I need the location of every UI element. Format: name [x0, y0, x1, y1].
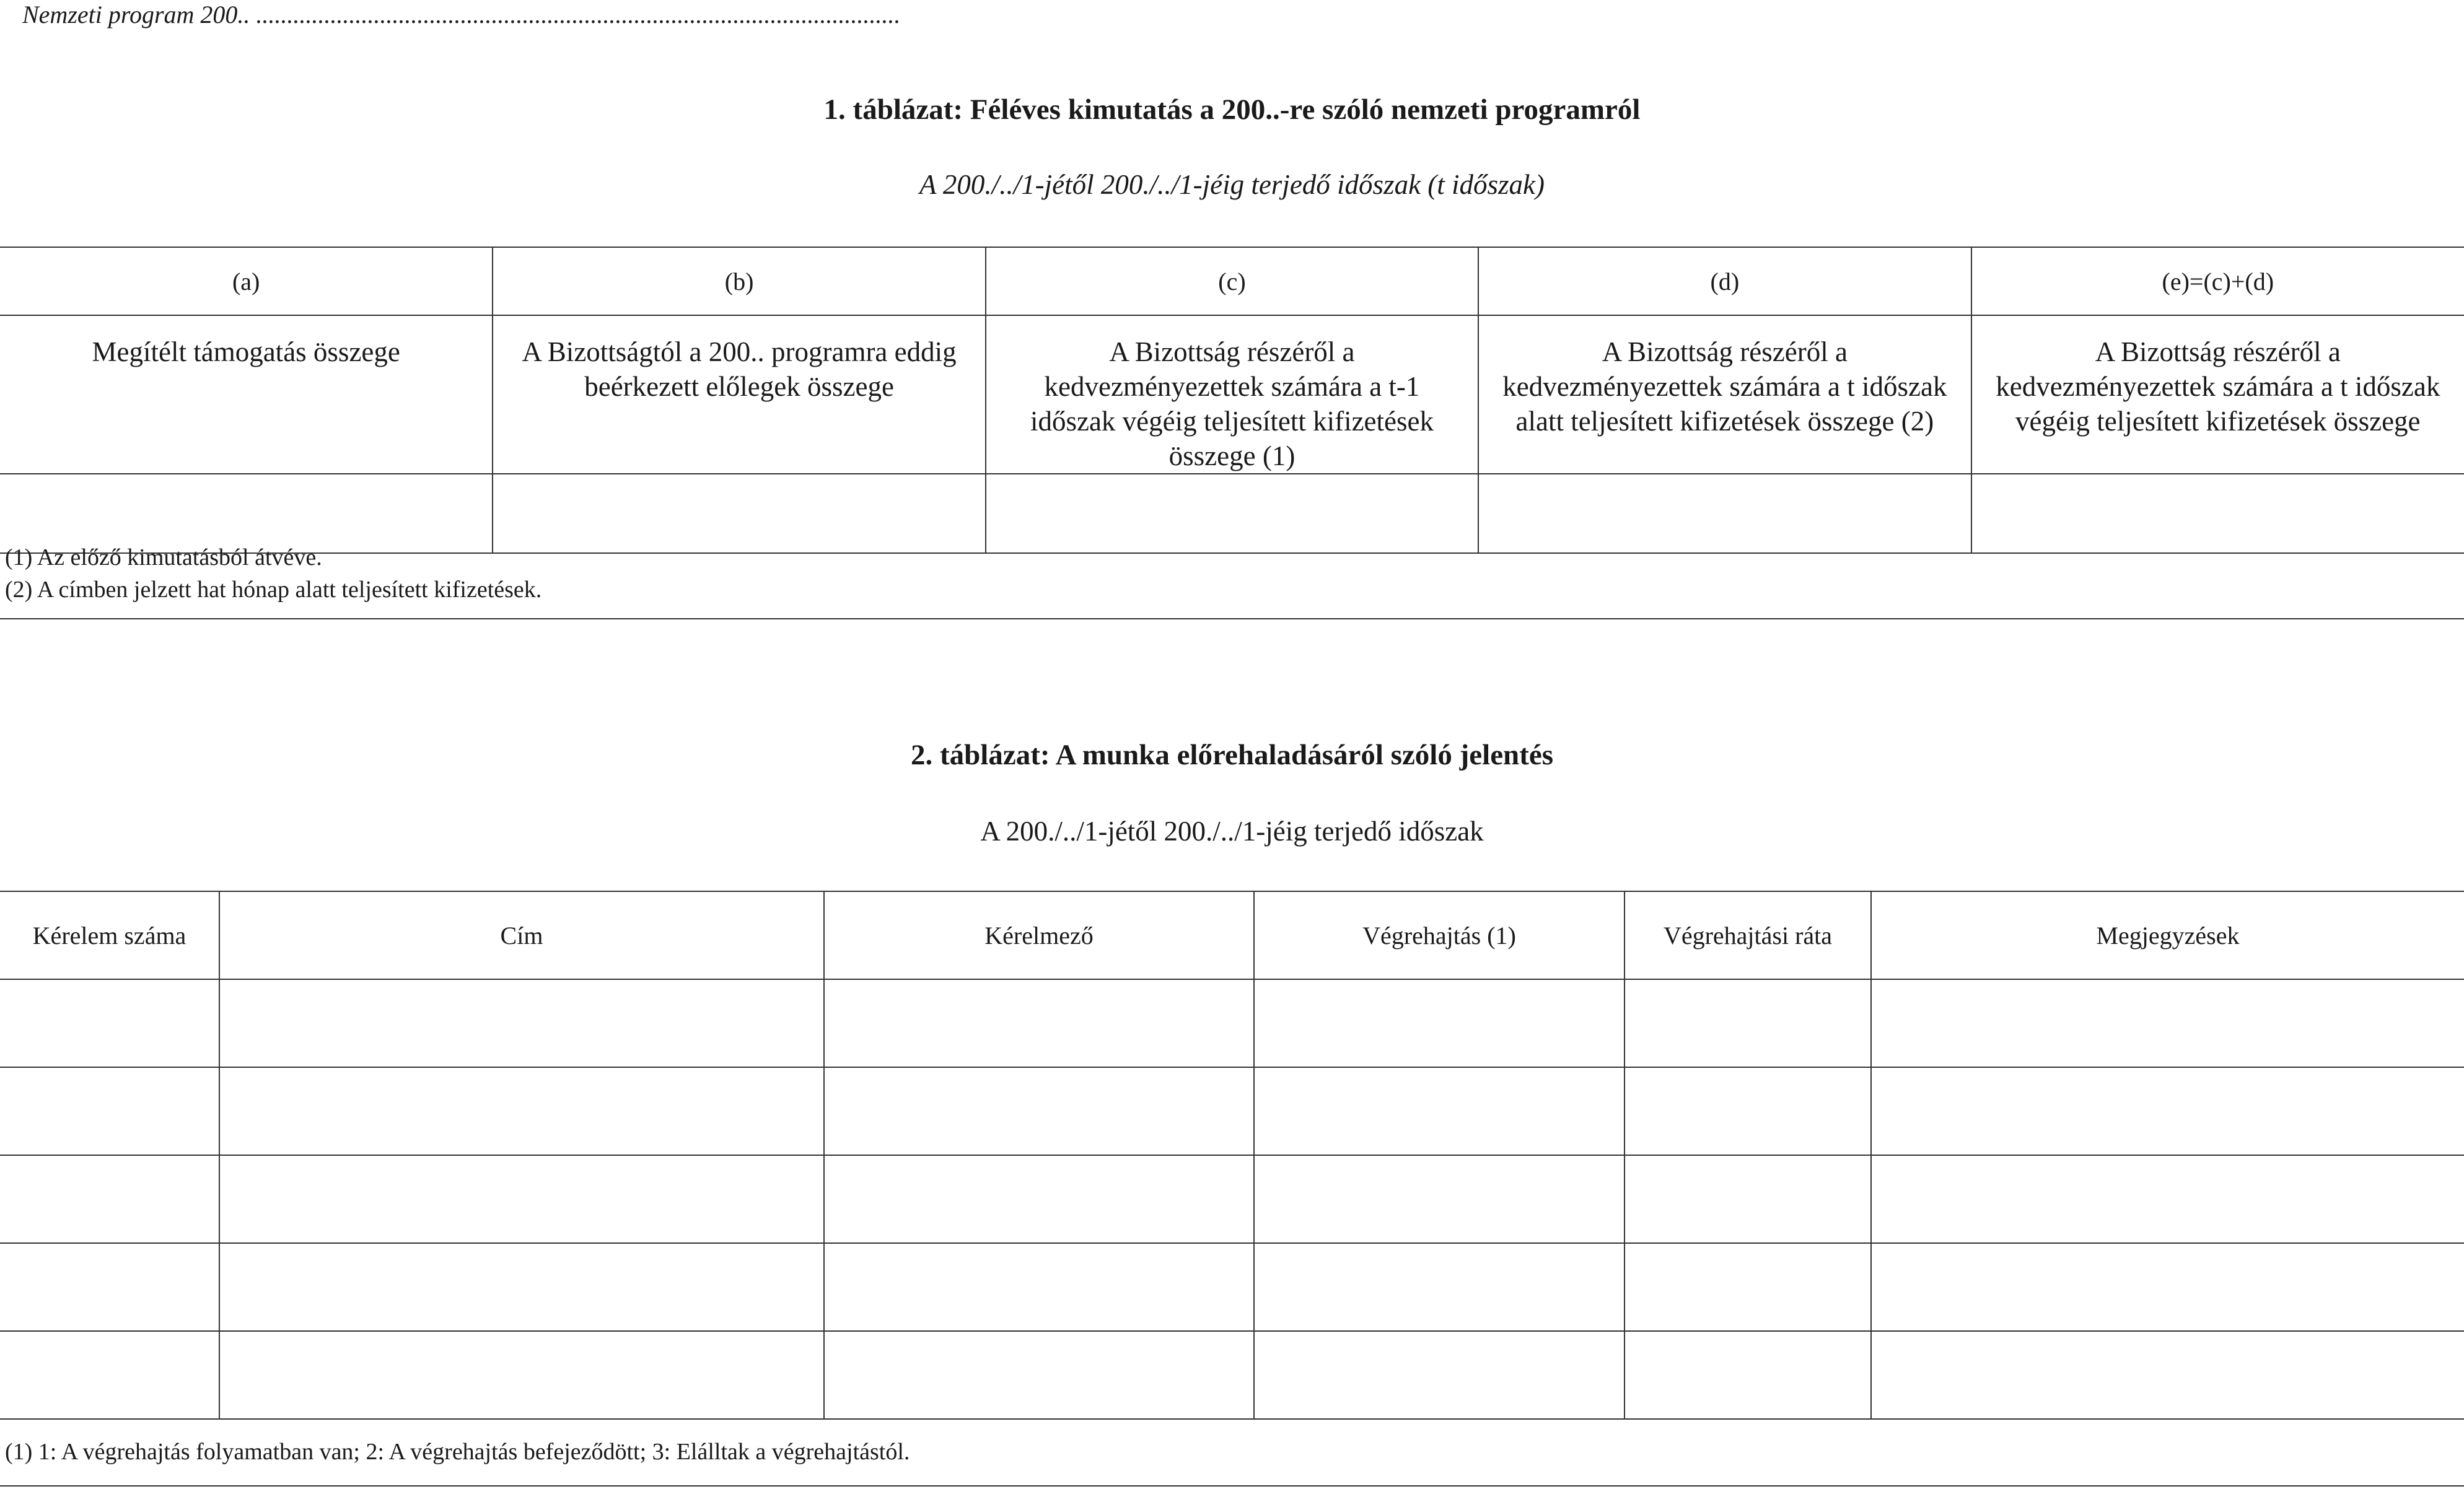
table1-description-cell: A Bizottságtól a 200.. programra eddig beérkezett előlegek összege [493, 315, 985, 474]
table2-row [0, 1243, 2464, 1331]
table1-empty-row [0, 474, 2464, 553]
table1-code-cell: (e)=(c)+(d) [1971, 247, 2464, 315]
table1-description-cell: Megítélt támogatás összege [0, 315, 493, 474]
table1-description-row [0, 315, 2464, 474]
table2-cell [0, 1243, 219, 1331]
table2-cell [824, 1331, 1254, 1419]
table2-cell [824, 1067, 1254, 1155]
table2-cell [0, 1331, 219, 1419]
table1-subtitle: A 200./../1-jétől 200./../1-jéig terjedő időszak (t időszak) [919, 169, 1545, 200]
table2-cell [1254, 1067, 1624, 1155]
table2-cell [1254, 1331, 1624, 1419]
table1-code-row [0, 247, 2464, 315]
table1-code-cell: (a) [0, 247, 493, 315]
table2-cell [219, 1243, 824, 1331]
table2-header-cell: Kérelem száma [0, 891, 219, 979]
table1-code-cell: (d) [1478, 247, 1971, 315]
table2-cell [219, 1331, 824, 1419]
table2-subtitle: A 200./../1-jétől 200./../1-jéig terjedő időszak [980, 816, 1484, 847]
table1-footnote-1: (1) Az előző kimutatásból átvéve. [5, 544, 322, 570]
table1-description-cell: A Bizottság részéről a kedvezményezettek számára a t időszak alatt teljesített kifizetések összege (2) [1478, 315, 1971, 474]
table2 [0, 891, 2464, 1420]
table2-cell [219, 979, 824, 1067]
table2-cell [0, 979, 219, 1067]
table2-header-cell: Megjegyzések [1871, 891, 2464, 979]
table1-empty-cell [1971, 474, 2464, 553]
table1-empty-cell [986, 474, 1478, 553]
table2-cell [1871, 979, 2464, 1067]
table2-cell [0, 1067, 219, 1155]
table2-header-cell: Cím [219, 891, 824, 979]
table2-cell [824, 1155, 1254, 1243]
table2-cell [1624, 1331, 1871, 1419]
table2-footnote: (1) 1: A végrehajtás folyamatban van; 2: A végrehajtás befejeződött; 3: Elálltak a végrehajtástól. [5, 1439, 910, 1465]
table2-cell [1254, 1243, 1624, 1331]
table2-cell [1624, 979, 1871, 1067]
table1-empty-cell [0, 474, 493, 553]
table2-row [0, 979, 2464, 1067]
table2-row [0, 1067, 2464, 1155]
table2-row [0, 1331, 2464, 1419]
table2-cell [0, 1155, 219, 1243]
table2-cell [1624, 1243, 1871, 1331]
table2-cell [1624, 1067, 1871, 1155]
table2-bottom-rule [0, 1485, 2464, 1487]
table1 [0, 247, 2464, 554]
table1-description-cell: A Bizottság részéről a kedvezményezettek számára a t időszak végéig teljesített kifizetések összege [1971, 315, 2464, 474]
table2-cell [824, 1243, 1254, 1331]
table2-cell [219, 1067, 824, 1155]
table2-cell [1871, 1331, 2464, 1419]
table1-empty-cell [493, 474, 985, 553]
table2-title: 2. táblázat: A munka előrehaladásáról szóló jelentés [910, 739, 1553, 771]
table1-bottom-rule [0, 618, 2464, 619]
table2-header-cell: Végrehajtás (1) [1254, 891, 1624, 979]
program-header-line: Nemzeti program 200.. ........................................................................................................ [22, 1, 901, 28]
table1-code-cell: (b) [493, 247, 985, 315]
table2-cell [1254, 1155, 1624, 1243]
table1-footnote-2: (2) A címben jelzett hat hónap alatt teljesített kifizetések. [5, 577, 542, 603]
table2-cell [219, 1155, 824, 1243]
table2-cell [1624, 1155, 1871, 1243]
table2-row [0, 1155, 2464, 1243]
table2-header-cell: Végrehajtási ráta [1624, 891, 1871, 979]
table2-header-cell: Kérelmező [824, 891, 1254, 979]
table2-cell [824, 979, 1254, 1067]
table1-title: 1. táblázat: Féléves kimutatás a 200..-re szóló nemzeti programról [823, 94, 1641, 126]
table2-cell [1254, 979, 1624, 1067]
table2-cell [1871, 1155, 2464, 1243]
table2-cell [1871, 1243, 2464, 1331]
table1-empty-cell [1478, 474, 1971, 553]
table1-code-cell: (c) [986, 247, 1478, 315]
table2-header-row [0, 891, 2464, 979]
table1-description-cell: A Bizottság részéről a kedvezményezettek számára a t-1 időszak végéig teljesített kifizetések összege (1) [986, 315, 1478, 474]
table2-cell [1871, 1067, 2464, 1155]
